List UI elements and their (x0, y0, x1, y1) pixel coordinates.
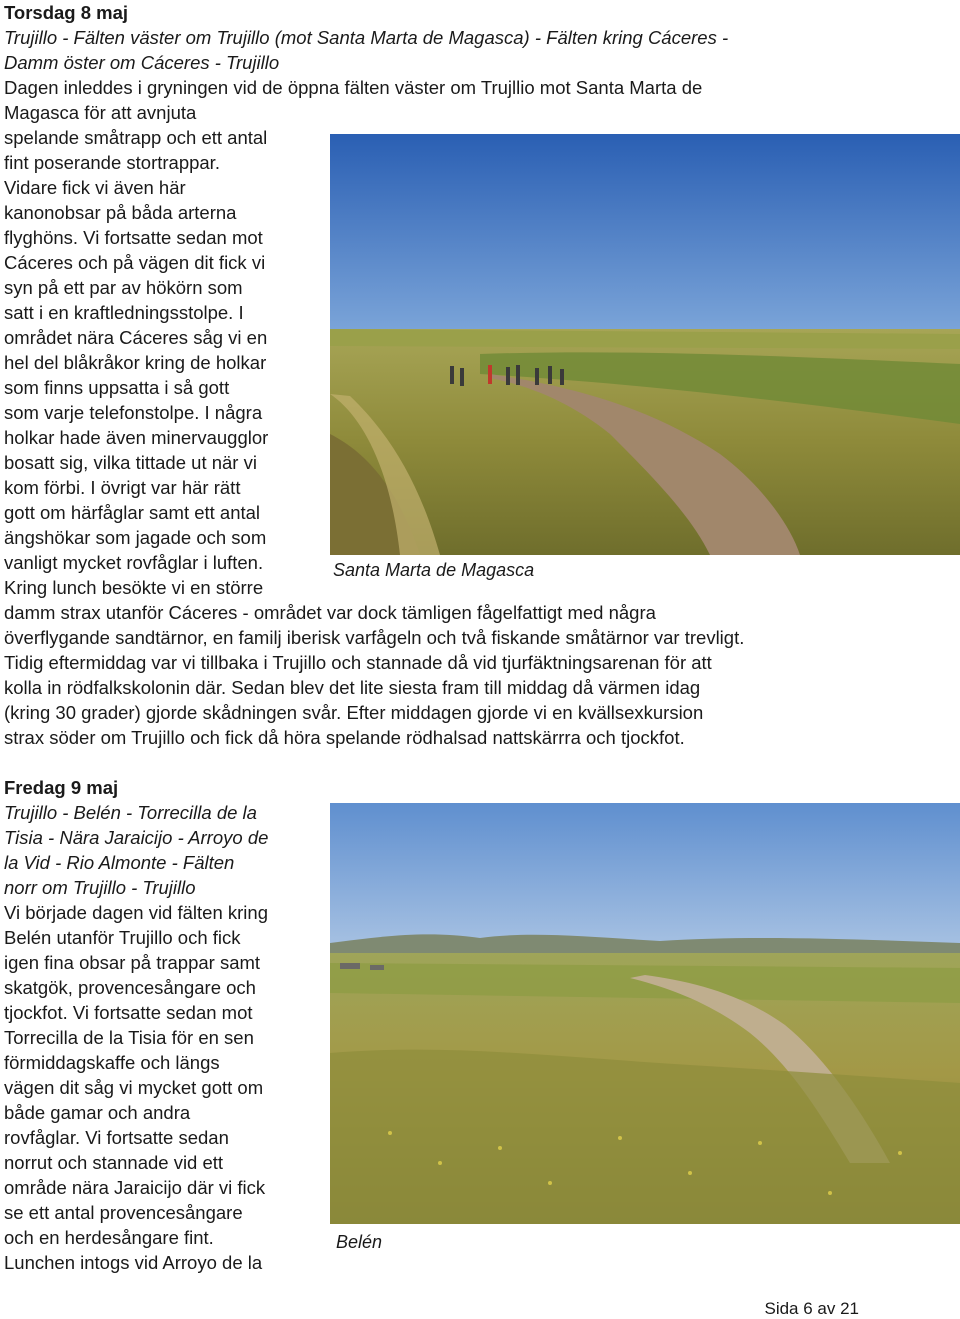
day1-body-line: satt i en kraftledningsstolpe. I (4, 302, 244, 323)
day1-body-line: holkar hade även minervaugglor (4, 427, 269, 448)
day2-body-line: vägen dit såg vi mycket gott om (4, 1077, 264, 1098)
day1-body-line: kom förbi. I övrigt var här rätt (4, 477, 241, 498)
day2-body-line: Lunchen intogs vid Arroyo de la (4, 1252, 263, 1273)
photo-caption-santa-marta: Santa Marta de Magasca (333, 560, 535, 580)
day2-body-line: område nära Jaraicijo där vi fick (4, 1177, 266, 1198)
day1-body-line: Cáceres och på vägen dit fick vi (4, 252, 266, 273)
day2-route-line-1: Trujillo - Belén - Torrecilla de la (4, 802, 257, 823)
day1-body-line: bosatt sig, vilka tittade ut när vi (4, 452, 257, 473)
day1-route-line-2: Damm öster om Cáceres - Trujillo (4, 52, 280, 73)
day2-body-line: Torrecilla de la Tisia för en sen (4, 1027, 254, 1048)
day1-body-line: Dagen inleddes i gryningen vid de öppna fälten väster om Trujllio mot Santa Marta de (4, 77, 703, 98)
day2-body-line: igen fina obsar på trappar samt (4, 952, 261, 973)
photo-caption-belen: Belén (336, 1232, 383, 1252)
day1-body-line: Kring lunch besökte vi en större (4, 577, 264, 598)
day2-route-line-3: la Vid - Rio Almonte - Fälten (4, 852, 235, 873)
day1-heading: Torsdag 8 maj (4, 2, 129, 23)
day1-body-line: kanonobsar på båda arterna (4, 202, 237, 223)
photo-santa-marta-de-magasca (330, 134, 960, 555)
day2-body-line: både gamar och andra (4, 1102, 191, 1123)
day1-body-line: syn på ett par av hökörn som (4, 277, 243, 298)
day1-body-line: ängshökar som jagade och som (4, 527, 267, 548)
day2-route-line-2: Tisia - Nära Jaraicijo - Arroyo de (4, 827, 269, 848)
page-number: Sida 6 av 21 (764, 1299, 859, 1318)
day1-body-line: området nära Cáceres såg vi en (4, 327, 268, 348)
day2-body-line: Vi började dagen vid fälten kring (4, 902, 268, 923)
day2-body-line: förmiddagskaffe och längs (4, 1052, 220, 1073)
day1-body-line: damm strax utanför Cáceres - området var dock tämligen fågelfattigt med några (4, 602, 656, 623)
day2-route-line-4: norr om Trujillo - Trujillo (4, 877, 196, 898)
day1-body-line: fint poserande stortrappar. (4, 152, 220, 173)
day1-route-line-1: Trujillo - Fälten väster om Trujillo (mot Santa Marta de Magasca) - Fälten kring Cáceres - (4, 27, 729, 48)
day1-body-line: strax söder om Trujillo och fick då höra spelande rödhalsad nattskärrra och tjockfot. (4, 727, 685, 748)
day1-body-line: gott om härfåglar samt ett antal (4, 502, 261, 523)
day1-body-line: flyghöns. Vi fortsatte sedan mot (4, 227, 263, 248)
day1-body-line: (kring 30 grader) gjorde skådningen svår. Efter middagen gjorde vi en kvällsexkursion (4, 702, 704, 723)
day1-body-line: Tidig eftermiddag var vi tillbaka i Trujillo och stannade då vid tjurfäktningsarenan för att (4, 652, 712, 673)
day1-body-line: spelande småtrapp och ett antal (4, 127, 268, 148)
day1-body-line: Vidare fick vi även här (4, 177, 186, 198)
day2-body-line: tjockfot. Vi fortsatte sedan mot (4, 1002, 253, 1023)
day1-body-line: som varje telefonstolpe. I några (4, 402, 263, 423)
day1-body-line: hel del blåkråkor kring de holkar (4, 352, 267, 373)
day1-body-line: vanligt mycket rovfåglar i luften. (4, 552, 264, 573)
day1-body-line: Magasca för att avnjuta (4, 102, 197, 123)
day1-body-line: som finns uppsatta i så gott (4, 377, 230, 398)
day2-body-line: se ett antal provencesångare (4, 1202, 243, 1223)
day2-body-line: norrut och stannade vid ett (4, 1152, 224, 1173)
day1-body-line: kolla in rödfalkskolonin där. Sedan blev det lite siesta fram till middag då värmen idag (4, 677, 701, 698)
photo-belen (330, 803, 960, 1224)
day2-heading: Fredag 9 maj (4, 777, 119, 798)
day2-body-line: rovfåglar. Vi fortsatte sedan (4, 1127, 229, 1148)
day2-body-line: Belén utanför Trujillo och fick (4, 927, 241, 948)
day2-body-line: skatgök, provencesångare och (4, 977, 256, 998)
day2-body-line: och en herdesångare fint. (4, 1227, 214, 1248)
day1-body-line: överflygande sandtärnor, en familj iberisk varfågeln och två fiskande småtärnor var trevligt. (4, 627, 745, 648)
